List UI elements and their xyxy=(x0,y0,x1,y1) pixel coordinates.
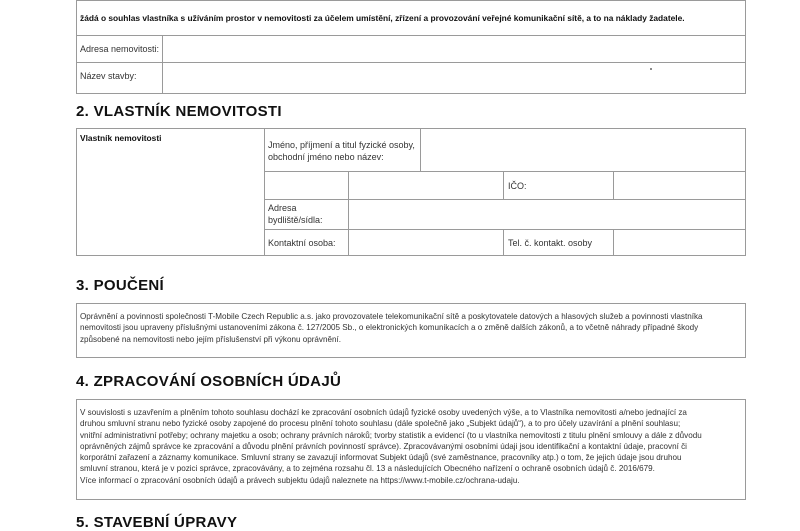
notice-line: nemovitosti jsou upraveny příslušnými ustanoveními zákona č. 127/2005 Sb., o elektronických komunikacích a o změně dalších zákonů, a to včetně náhrady případné škody xyxy=(80,323,699,333)
divider xyxy=(264,171,746,172)
request-text: žádá o souhlas vlastníka s užíváním prostor v nemovitosti za účelem umístění, zřízení a provozování veřejné komunikační sítě, a to na náklady žadatele. xyxy=(80,13,685,23)
owner-label: Vlastník nemovitosti xyxy=(80,133,162,143)
gdpr-line: druhou smluvní stranu nebo fyzické osoby zapojené do procesu plnění tohoto souhlasu (dále společně jako „Subjekt údajů“), a to pro účely uzavírání a plnění souhlasu; xyxy=(80,419,681,429)
phone-label: Tel. č. kontakt. osoby xyxy=(508,238,593,248)
address-label-line2: bydliště/sídla: xyxy=(268,215,323,225)
notice-line: Oprávnění a povinnosti společnosti T-Mobile Czech Republic a.s. jako provozovatele telekomunikační sítě a poskytovatele datových a hlasových služeb a povinnosti vlastníka xyxy=(80,312,703,321)
gdpr-line: smluvní stranou, která je v pozici správce, zpracovávány, a to zejména rozsahu čl. 13 a následujících Obecného nařízení o ochraně osobních údajů č. 2016/679. xyxy=(80,464,655,474)
divider xyxy=(264,199,746,200)
divider xyxy=(613,229,614,256)
name-label-line2: obchodní jméno nebo název: xyxy=(268,152,384,162)
property-address-label: Adresa nemovitosti: xyxy=(80,44,160,54)
divider xyxy=(76,35,746,36)
ico-label: IČO: xyxy=(508,181,527,191)
building-name-label: Název stavby: xyxy=(80,71,137,81)
gdpr-text xyxy=(80,407,746,486)
name-label-line1: Jméno, příjmení a titul fyzické osoby, xyxy=(268,140,415,150)
address-label-line1: Adresa xyxy=(268,203,297,213)
gdpr-line: oprávněných zájmů správce ke zpracování a důvodu plnění právních povinností správce). Zpracovávanými osobními údaji jsou identifikační a kontaktní údaje, pracovní či xyxy=(80,441,687,451)
contact-label: Kontaktní osoba: xyxy=(268,238,336,248)
divider xyxy=(76,62,746,63)
divider xyxy=(264,229,746,230)
gdpr-line: V souvislosti s uzavřením a plněním tohoto souhlasu dochází ke zpracování osobních údajů fyzické osoby uvedených výše, a to Vlastníka nemovitosti a/nebo jednající za xyxy=(80,408,687,417)
section-4-heading: 4. ZPRACOVÁNÍ OSOBNÍCH ÚDAJŮ xyxy=(76,373,342,390)
divider xyxy=(162,35,163,94)
notice-text xyxy=(80,311,746,345)
divider xyxy=(503,229,504,256)
gdpr-line: vnitřní administrativní potřeby; ochrany majetku a osob; ochrany právních nároků; tvorby statistik a evidencí (to u vlastníka nemovitosti z titulu plnění smlouvy a dále z důvodu xyxy=(80,430,702,440)
divider xyxy=(503,171,504,199)
divider xyxy=(348,171,349,256)
divider xyxy=(264,128,265,256)
section-3-heading: 3. POUČENÍ xyxy=(76,277,165,294)
gdpr-line: Více informací o zpracování osobních údajů a právech subjektu údajů naleznete na https://www.t-mobile.cz/ochrana-udaju. xyxy=(80,475,520,485)
divider xyxy=(613,171,614,199)
scan-speck xyxy=(650,68,652,70)
notice-line: způsobené na nemovitosti nebo jejím příslušenství při výkonu oprávnění. xyxy=(80,334,341,344)
section-2-heading: 2. VLASTNÍK NEMOVITOSTI xyxy=(76,103,282,120)
divider xyxy=(420,128,421,171)
gdpr-line: korporátní zařazení a záznamy komunikace. Smluvní strany se zavazují informovat Subjekt údajů (své zaměstnance, pracovníky atp.) o tom, že jejich údaje jsou druhou xyxy=(80,453,682,463)
section-5-heading: 5. STAVEBNÍ ÚPRAVY xyxy=(76,514,238,531)
